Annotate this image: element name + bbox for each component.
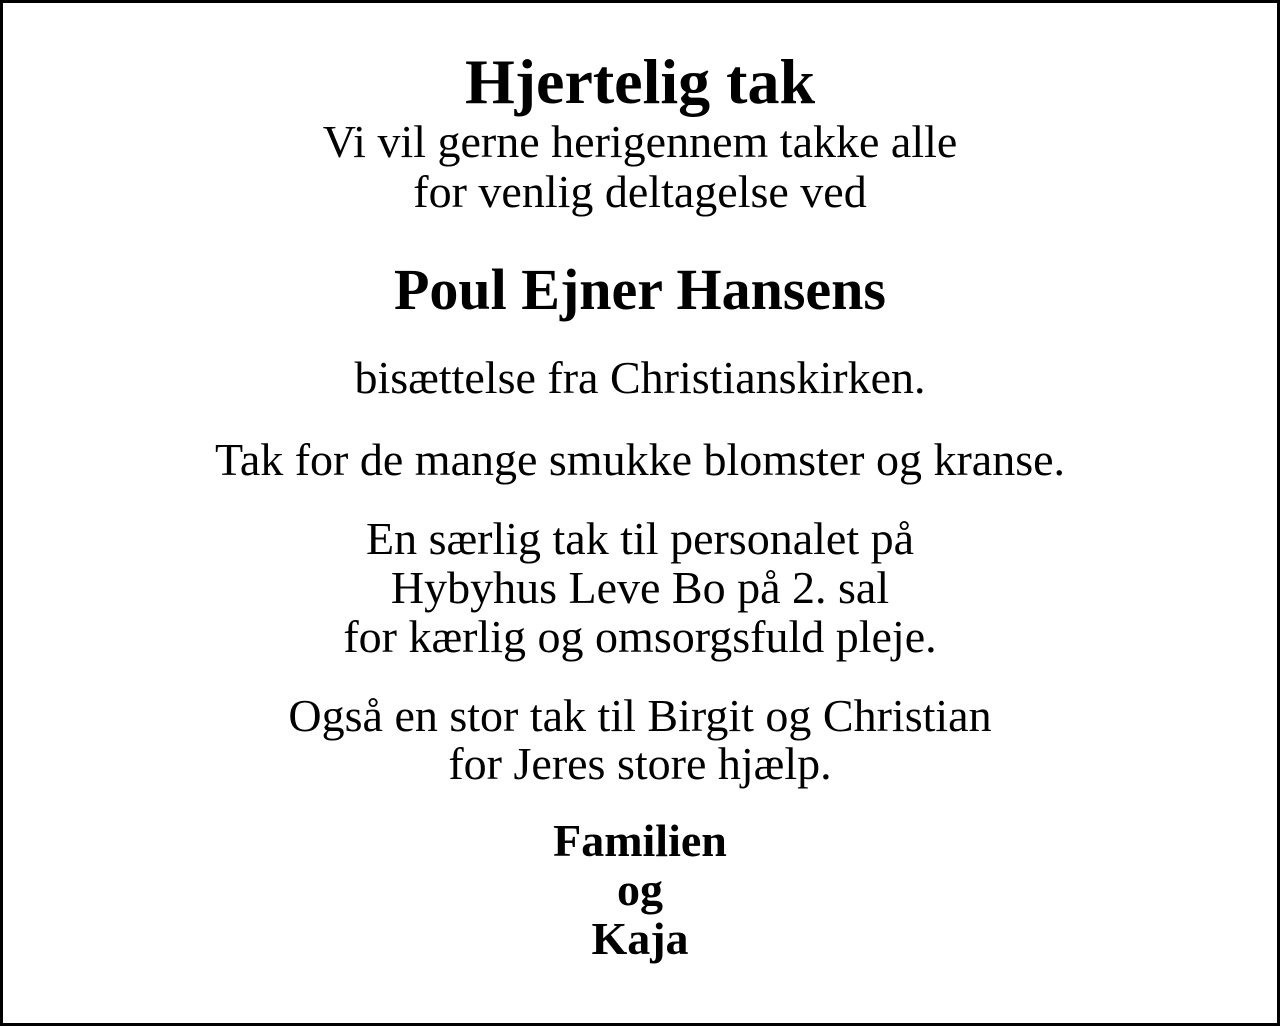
signature-line: og	[617, 864, 663, 915]
signature-line: Kaja	[591, 913, 689, 964]
ceremony-text: bisættelse fra Christianskirken.	[354, 352, 926, 403]
deceased-name: Poul Ejner Hansens	[393, 257, 886, 322]
notice-heading: Hjertelig tak	[464, 46, 816, 117]
staff-thanks-line: Hybyhus Leve Bo på 2. sal	[390, 562, 890, 613]
signature-line: Familien	[553, 815, 727, 866]
intro-line: for venlig deltagelse ved	[413, 166, 867, 217]
flowers-thanks: Tak for de mange smukke blomster og kranse.	[214, 434, 1066, 485]
staff-thanks-line: for kærlig og omsorgsfuld pleje.	[343, 611, 937, 662]
extra-thanks-line: Også en stor tak til Birgit og Christian	[288, 690, 992, 741]
intro-line: Vi vil gerne herigennem takke alle	[322, 116, 958, 167]
extra-thanks-line: for Jeres store hjælp.	[448, 738, 832, 789]
staff-thanks-line: En særlig tak til personalet på	[365, 513, 915, 564]
